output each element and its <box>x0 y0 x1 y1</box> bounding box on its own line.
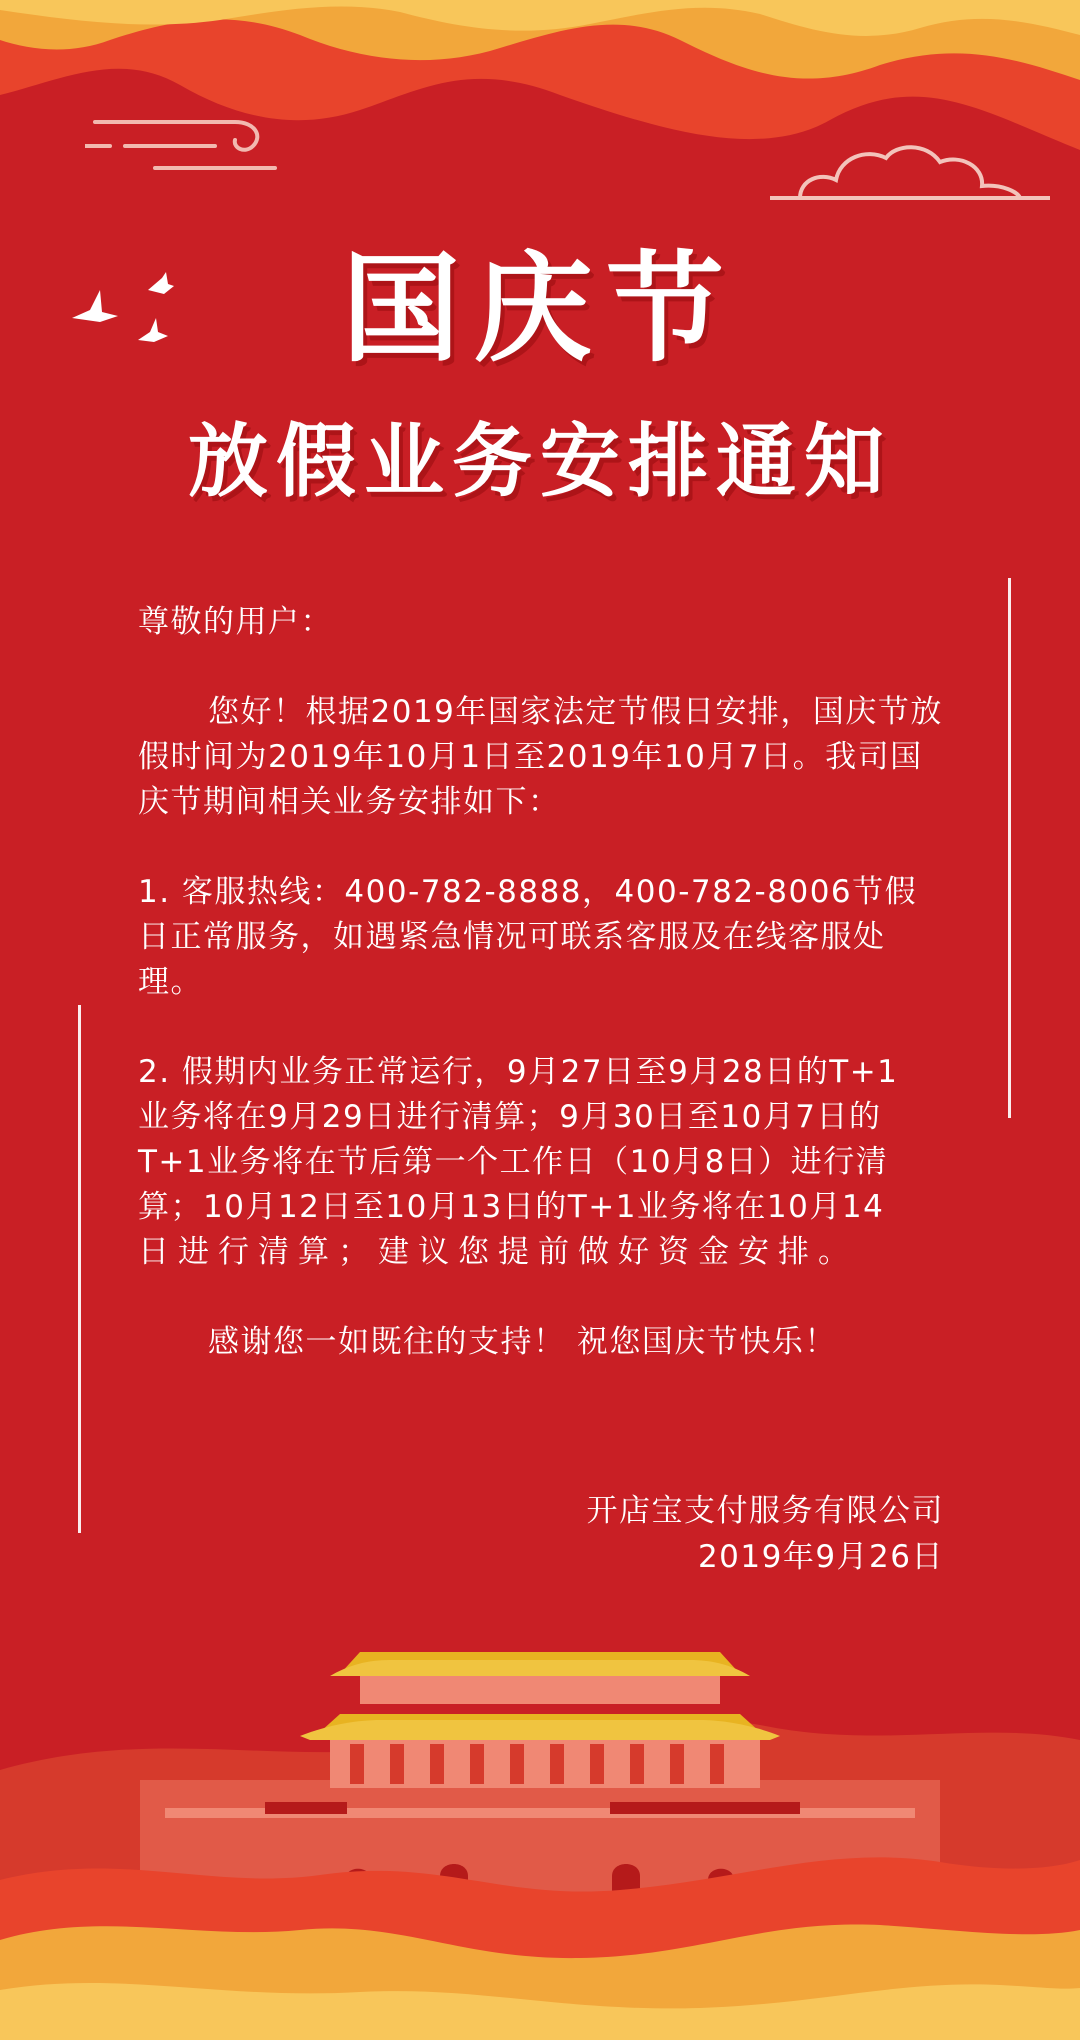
right-divider-line <box>1008 578 1011 1118</box>
swirl-cloud-icon <box>85 110 285 180</box>
settlement-line: 日进行清算；建议您提前做好资金安排。 <box>138 1234 858 1270</box>
gate-tower-icon <box>0 1640 1080 2040</box>
settlement-line: 业务将在9月29日进行清算；9月30日至10月7日的 <box>138 1099 882 1135</box>
paragraph-intro: 您好！根据2019年国家法定节假日安排，国庆节放假时间为2019年10月1日至2019年10月7日。我司国庆节期间相关业务安排如下： <box>138 694 943 820</box>
greeting: 尊敬的用户： <box>138 604 333 640</box>
item-settlement <box>138 1050 948 1275</box>
company-name: 开店宝支付服务有限公司 <box>586 1493 944 1529</box>
signature-block <box>138 1488 944 1580</box>
settlement-line: 2. 假期内业务正常运行，9月27日至9月28日的T+1 <box>138 1054 899 1090</box>
cloud-icon <box>770 140 1050 210</box>
notice-date: 2019年9月26日 <box>697 1539 944 1575</box>
settlement-line: T+1业务将在节后第一个工作日（10月8日）进行清 <box>138 1144 889 1180</box>
item-hotline: 1. 客服热线：400-782-8888，400-782-8006节假日正常服务，如遇紧急情况可联系客服及在线客服处理。 <box>138 874 918 1000</box>
settlement-line: 算；10月12日至10月13日的T+1业务将在10月14 <box>138 1189 885 1225</box>
page-title: 国庆节 <box>341 240 738 378</box>
left-divider-line <box>78 1005 81 1533</box>
thanks-message: 感谢您一如既往的支持！ 祝您国庆节快乐！ <box>208 1324 837 1360</box>
page-subtitle: 放假业务安排通知 <box>188 415 892 508</box>
notice-body <box>138 600 948 1365</box>
